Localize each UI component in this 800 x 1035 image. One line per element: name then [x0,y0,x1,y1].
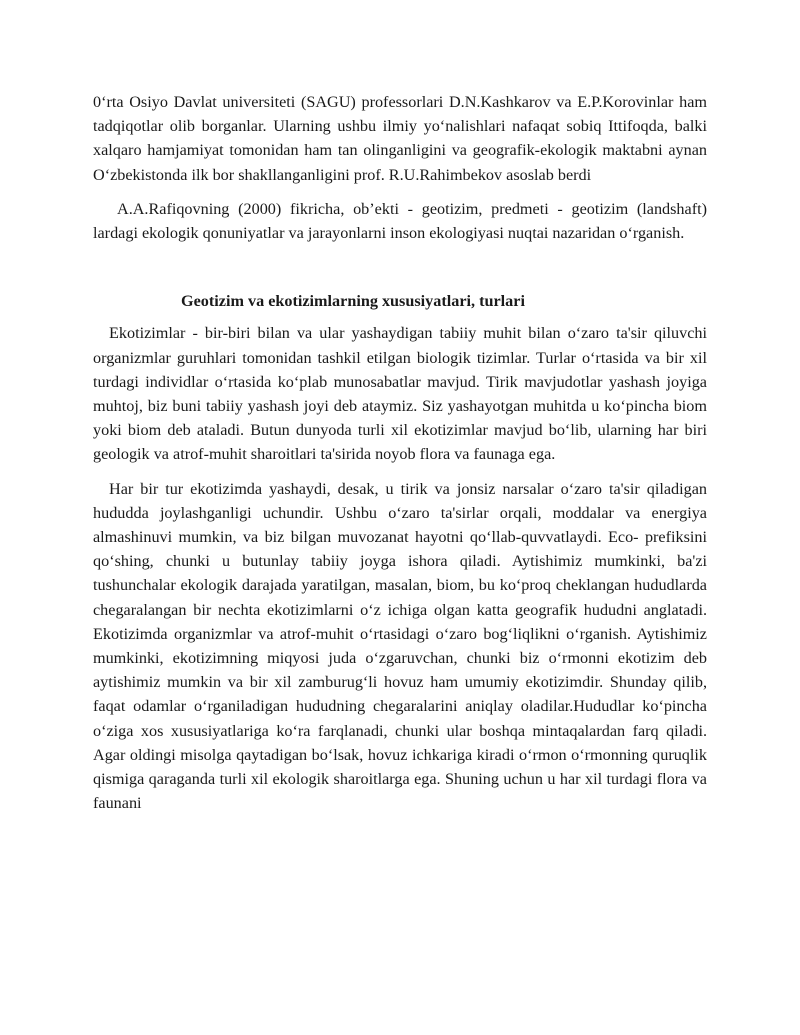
paragraph-1: 0‘rta Osiyo Davlat universiteti (SAGU) professorlari D.N.Kashkarov va E.P.Korovinlar ham tadqiqotlar olib borganlar. Ularning ushbu ilmiy yo‘nalishlari nafaqat sobiq Ittifoqda, balki xalqaro hamjamiyat tomonidan ham tan olinganligini va geografik-ekologik maktabni aynan O‘zbekistonda ilk bor shakllanganligini prof. R.U.Rahimbekov asoslab berdi [93,93,707,184]
paragraph-2: A.A.Rafiqovning (2000) fikricha, ob’ekti - geotizim, predmeti - geotizim (landshaft) lardagi ekologik qonuniyatlar va jarayonlarni inson ekologiyasi nuqtai nazaridan o‘rganish. [93,199,707,243]
paragraph-3: Ekotizimlar - bir-biri bilan va ular yashaydigan tabiiy muhit bilan o‘zaro ta'sir qiluvchi organizmlar guruhlari tomonidan tashkil etilgan biologik tizimlar. Turlar o‘rtasida va bir xil turdagi individlar o‘rtasida ko‘plab munosabatlar mavjud. Tirik mavjudotlar yashash joyiga muhtoj, biz buni tabiiy yashash joyi deb ataymiz. Siz yashayotgan muhitda u ko‘pincha biom yoki biom deb ataladi. Butun dunyoda turli xil ekotizimlar mavjud bo‘lib, ularning har biri geologik va atrof-muhit sharoitlari ta'sirida noyob flora va faunaga ega. [93,324,707,464]
paragraph-4: Har bir tur ekotizimda yashaydi, desak, u tirik va jonsiz narsalar o‘zaro ta'sir qiladigan hududda joylashganligi uchundir. Ushbu o‘zaro ta'sirlar orqali, moddalar va energiya almashinuvi mumkin, va biz bilgan muvozanat hayotni qo‘llab-quvvatlaydi. Eco- prefiksini qo‘shing, chunki u butunlay tabiiy joyga ishora qiladi. Aytishimiz mumkinki, ba'zi tushunchalar ekologik darajada yaratilgan, masalan, biom, bu ko‘proq cheklangan hududlarda chegaralangan bir nechta ekotizimlarni o‘z ichiga olgan katta geografik hududni anglatadi. Ekotizimda organizmlar va atrof-muhit o‘rtasidagi o‘zaro bog‘liqlikni o‘rganish. Aytishimiz mumkinki, ekotizimning miqyosi juda o‘zgaruvchan, chunki biz o‘rmonni ekotizim deb aytishimiz mumkin va bir xil zamburug‘li hovuz ham umumiy ekotizimdir. Shunday qilib, faqat odamlar o‘rganiladigan hududning chegaralarini aniqlay oladilar.Hududlar ko‘pincha o‘ziga xos xususiyatlariga ko‘ra farqlanadi, chunki ular boshqa mintaqalardan farq qiladi. Agar oldingi misolga qaytadigan bo‘lsak, hovuz ichkariga kiradi o‘rmon o‘rmonning quruqlik qismiga qaraganda turli xil ekologik sharoitlarga ega. Shuning uchun u har xil turdagi flora va faunani [93,479,707,813]
document-page [93,90,707,815]
section-heading: Geotizim va ekotizimlarning xususiyatlari, turlari [181,292,525,311]
